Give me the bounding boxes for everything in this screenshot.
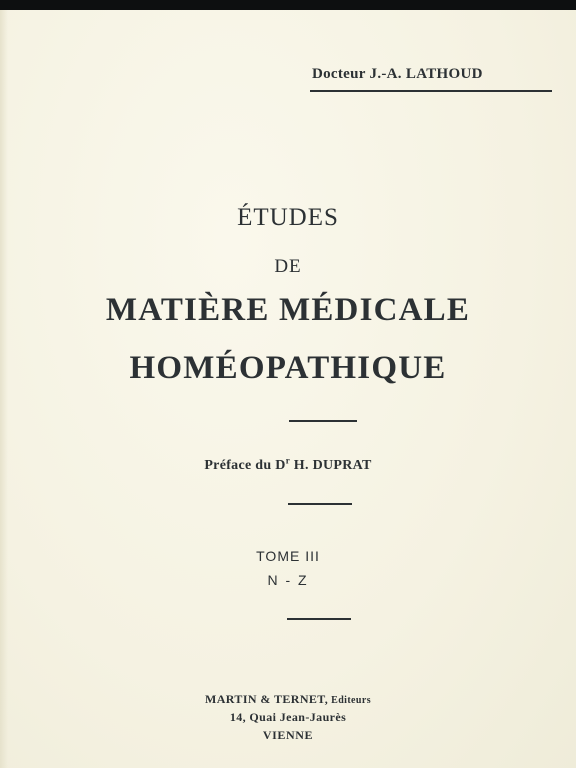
- volume-range: N - Z: [267, 572, 309, 588]
- publisher-name: MARTIN & TERNET,: [205, 692, 329, 706]
- preface-superscript: r: [285, 455, 290, 466]
- publisher-line: [0, 692, 576, 707]
- divider-rule: [289, 420, 357, 422]
- publisher-city: VIENNE: [262, 728, 314, 742]
- title-page: [0, 10, 576, 768]
- title-line-matiere-medicale: MATIÈRE MÉDICALE: [105, 292, 471, 328]
- title-line-homeopathique: HOMÉOPATHIQUE: [129, 350, 447, 386]
- divider-rule: [288, 503, 352, 505]
- preface-credit: [0, 455, 576, 474]
- volume-number: TOME III: [256, 548, 320, 564]
- preface-prefix: Préface du D: [204, 458, 286, 473]
- title-line-de: DE: [274, 256, 302, 277]
- author-underline: [310, 90, 552, 92]
- publisher-role: Editeurs: [328, 695, 371, 706]
- title-line-etudes: ÉTUDES: [237, 204, 339, 231]
- author-name: Docteur J.-A. LATHOUD: [312, 66, 483, 82]
- preface-name: H. DUPRAT: [289, 458, 372, 473]
- page-edge-shadow: [0, 10, 8, 768]
- publisher-address: 14, Quai Jean-Jaurès: [229, 710, 347, 724]
- divider-rule: [287, 618, 351, 620]
